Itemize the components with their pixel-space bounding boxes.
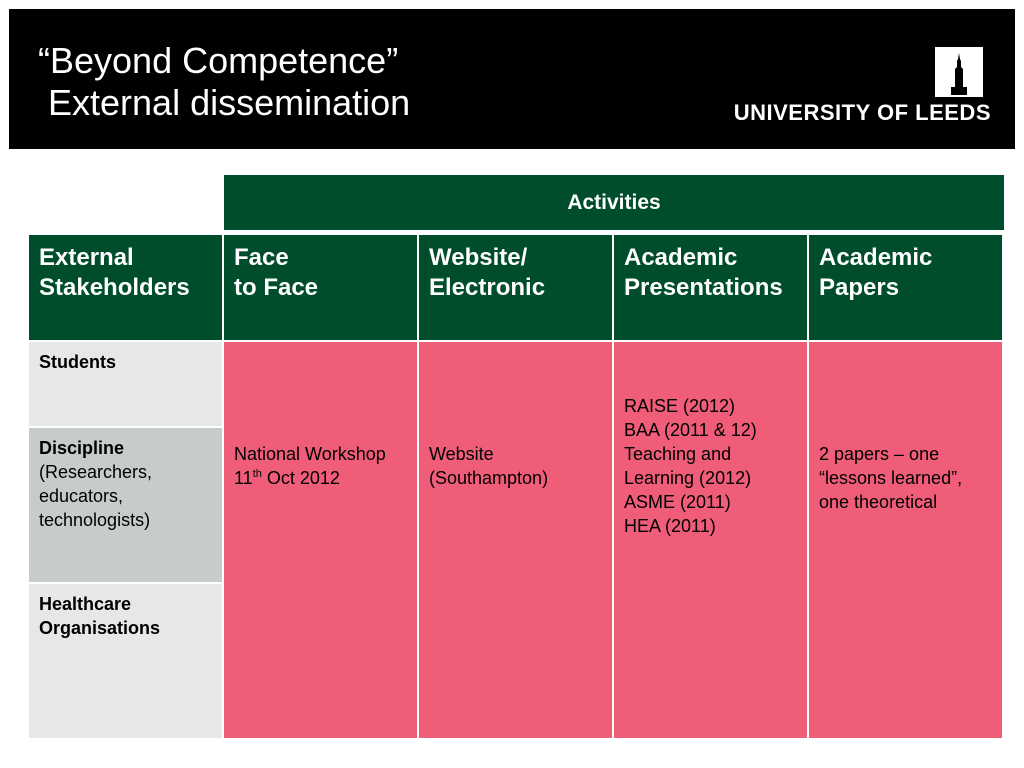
title-line-1: “Beyond Competence” [38, 40, 399, 81]
presentation-1: RAISE (2012) [624, 396, 736, 416]
papers-line-3: one theoretical [819, 492, 938, 512]
column-header-face-to-face [224, 235, 417, 340]
presentation-4: ASME (2011) [624, 492, 731, 512]
healthcare-label-line-1: Healthcare [39, 594, 132, 614]
slide-title [38, 40, 410, 124]
discipline-label: Discipline [39, 438, 125, 458]
papers-line-2: “lessons learned”, [819, 468, 963, 488]
row-header-discipline [29, 428, 222, 582]
university-logo-text: UNIVERSITY OF LEEDS [733, 100, 991, 125]
face-to-face-line-1: National Workshop [234, 444, 386, 464]
stakeholders-header-line-1: External [39, 244, 134, 271]
students-label: Students [39, 352, 117, 372]
row-header-healthcare [29, 584, 222, 738]
activities-header-label: Activities [567, 191, 661, 214]
website-line-1: Website [429, 444, 494, 464]
activities-header [224, 175, 1004, 230]
face-to-face-month-year: Oct 2012 [261, 468, 340, 488]
papers-header-line-1: Academic [819, 244, 933, 271]
face-to-face-day: 11 [234, 468, 253, 488]
cell-papers [809, 342, 1002, 738]
university-tower-logo-icon [935, 47, 983, 97]
discipline-detail-line-1: (Researchers, [39, 462, 153, 482]
column-header-presentations [614, 235, 807, 340]
website-line-2: (Southampton) [429, 468, 549, 488]
presentation-3a: Teaching and [624, 444, 732, 464]
website-header-line-1: Website/ [429, 244, 528, 271]
face-to-face-day-suffix: th [252, 468, 262, 480]
healthcare-label-line-2: Organisations [39, 618, 161, 638]
stakeholders-header [29, 235, 222, 340]
presentation-3b: Learning (2012) [624, 468, 752, 488]
face-to-face-header-line-2: to Face [234, 274, 319, 301]
cell-website [419, 342, 612, 738]
stakeholders-header-line-2: Stakeholders [39, 274, 190, 301]
presentation-2: BAA (2011 & 12) [624, 420, 757, 440]
discipline-detail-line-3: technologists) [39, 510, 151, 530]
row-header-students [29, 342, 222, 426]
papers-line-1: 2 papers – one [819, 444, 940, 464]
face-to-face-header-line-1: Face [234, 244, 289, 271]
website-header-line-2: Electronic [429, 274, 546, 301]
presentation-5: HEA (2011) [624, 516, 716, 536]
presentations-header-line-1: Academic [624, 244, 738, 271]
column-header-website [419, 235, 612, 340]
title-line-2: External dissemination [48, 82, 411, 123]
face-to-face-line-2 [234, 466, 407, 490]
cell-face-to-face [224, 342, 417, 738]
cell-presentations [614, 342, 807, 738]
papers-header-line-2: Papers [819, 274, 900, 301]
discipline-detail-line-2: educators, [39, 486, 124, 506]
presentations-header-line-2: Presentations [624, 274, 783, 301]
column-header-papers [809, 235, 1002, 340]
